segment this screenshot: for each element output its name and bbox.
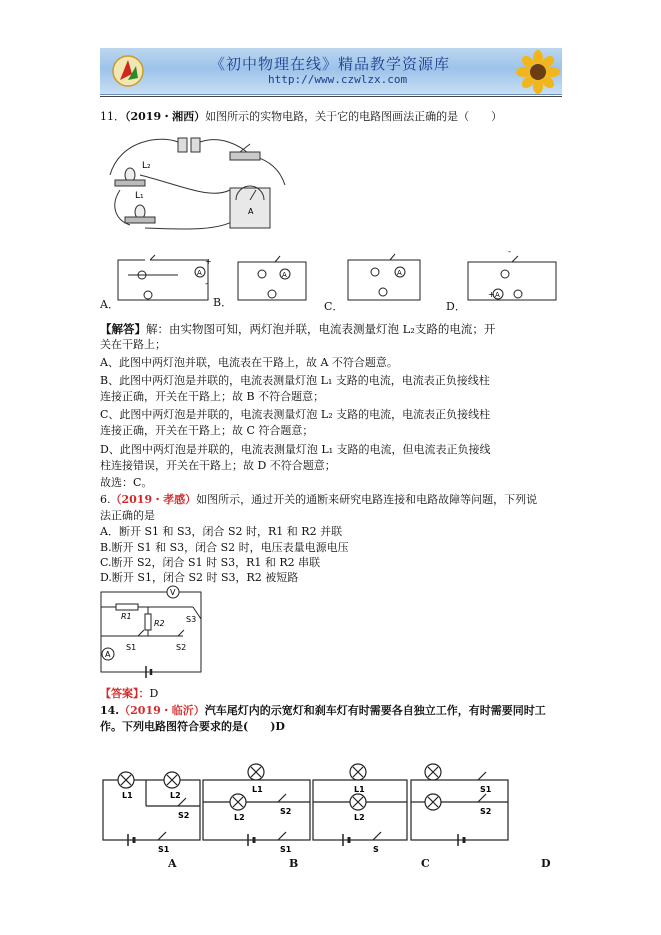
- q6-choice-b: B.断开 S1 和 S3，闭合 S2 时，电压表量电源电压: [100, 541, 349, 554]
- q11-analysis-0: 【解答】解：由实物图可知，两灯泡并联，电流表测量灯泡 L₂支路的电流；开: [100, 322, 496, 336]
- q14-circuit-diagrams: [98, 758, 518, 853]
- q6-choice-d: D.断开 S1，闭合 S2 时 S3，R2 被短路: [100, 571, 299, 584]
- q14-b-s1: S1: [280, 845, 292, 853]
- q11-option-b: B．: [213, 296, 233, 309]
- q6-s3: S3: [186, 615, 197, 624]
- q11-analysis-9: 故选：C。: [100, 476, 153, 489]
- q11-analysis-2: A、此图中两灯泡并联，电流表在干路上，故 A 不符合题意。: [100, 356, 398, 369]
- sunflower-icon: [515, 50, 561, 94]
- q6-r2: R2: [154, 619, 165, 628]
- q6-choice-a: A．断开 S1 和 S3，闭合 S2 时，R1 和 R2 并联: [100, 525, 343, 538]
- q14-option-a: A: [168, 857, 177, 870]
- q6-r1: R1: [121, 612, 132, 621]
- q14-stem-1: 14.（2019・临沂）汽车尾灯内的示宽灯和刹车灯有时需要各自独立工作，有时需要同时工: [100, 704, 546, 717]
- q11-analysis-8: 柱连接错误，开关在干路上；故 D 不符合题意；: [100, 459, 336, 472]
- q6-stem-2: 法正确的是: [100, 509, 155, 522]
- q14-d-s1: S1: [480, 785, 492, 794]
- q11-d-ammeter: A: [495, 291, 500, 299]
- banner-url: http://www.czwlzx.com: [268, 73, 408, 86]
- q11-analysis-5: C、此图中两灯泡是并联的，电流表测量灯泡 L₂ 支路的电流，电流表正负接线柱: [100, 408, 491, 421]
- q14-c-s: S: [373, 845, 379, 853]
- q11-a-plus: +: [205, 257, 212, 266]
- q14-a-s2: S2: [178, 811, 190, 820]
- q11-b-ammeter: A: [282, 271, 287, 279]
- q6-s2: S2: [176, 643, 187, 652]
- q6-answer: 【答案】：D: [100, 687, 159, 700]
- q14-b-s2: S2: [280, 807, 292, 816]
- q11-label-l2: L₂: [142, 161, 151, 171]
- q11-ammeter-label: A: [248, 207, 254, 216]
- q11-analysis-4: 连接正确，开关在干路上；故 B 不符合题意；: [100, 390, 325, 403]
- q14-option-c: C: [421, 857, 430, 870]
- q14-a-l1: L1: [122, 791, 133, 800]
- q14-c-l2: L2: [354, 813, 365, 822]
- q11-option-a: A．: [100, 298, 119, 311]
- q6-s1: S1: [126, 643, 137, 652]
- q6-choice-c: C.断开 S2，闭合 S1 时 S3，R1 和 R2 串联: [100, 556, 321, 569]
- q11-option-c: C．: [324, 300, 344, 313]
- q14-d-s2: S2: [480, 807, 492, 816]
- q11-label-l1: L₁: [135, 191, 144, 201]
- q6-voltmeter: V: [170, 588, 176, 597]
- q11-option-d: D．: [446, 300, 466, 313]
- q14-option-d: D: [541, 857, 551, 870]
- q11-stem: 11．（2019・湘西）如图所示的实物电路，关于它的电路图画法正确的是（ ）: [100, 110, 503, 123]
- q6-ammeter: A: [105, 650, 111, 659]
- q6-stem-1: 6.（2019・孝感）如图所示，通过开关的通断来研究电路连接和电路故障等问题，下列说: [100, 493, 538, 506]
- banner-title: 《初中物理在线》精品教学资源库: [210, 55, 451, 73]
- q6-circuit-diagram: [98, 584, 213, 684]
- header-banner: [100, 48, 562, 95]
- q14-a-l2: L2: [170, 791, 181, 800]
- q14-c-l1: L1: [354, 785, 365, 794]
- q11-c-ammeter: A: [397, 269, 402, 277]
- logo-icon: [108, 52, 148, 90]
- q14-b-l2: L2: [234, 813, 245, 822]
- q11-analysis-7: D、此图中两灯泡是并联的，电流表测量灯泡 L₁ 支路的电流，但电流表正负接线: [100, 443, 491, 456]
- q14-b-l1: L1: [252, 785, 263, 794]
- q11-d-minus: -: [508, 250, 511, 256]
- q11-d-plus: +: [488, 290, 495, 299]
- q11-analysis-1: 关在干路上；: [100, 338, 166, 351]
- q11-analysis-6: 连接正确，开关在干路上；故 C 符合题意；: [100, 424, 314, 437]
- q14-option-b: B: [289, 857, 299, 870]
- q14-stem-2: 作。下列电路图符合要求的是( )D: [100, 720, 285, 733]
- q11-physical-circuit: [100, 130, 310, 240]
- q11-a-minus: -: [205, 279, 208, 288]
- header-divider: [100, 96, 562, 97]
- q11-analysis-3: B、此图中两灯泡是并联的，电流表测量灯泡 L₁ 支路的电流，电流表正负接线柱: [100, 374, 490, 387]
- q11-a-ammeter: A: [197, 269, 202, 277]
- q14-a-s1: S1: [158, 845, 170, 853]
